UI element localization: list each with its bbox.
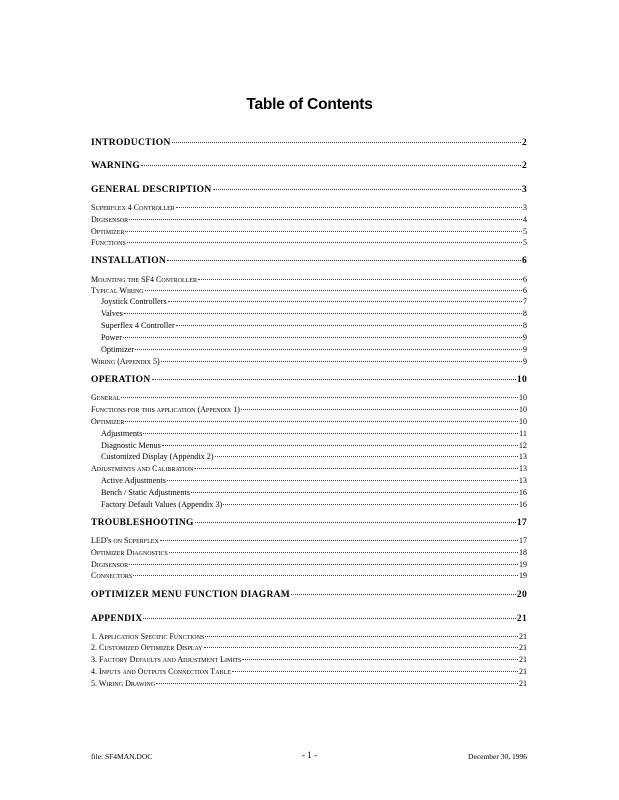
- toc-entry-page: 7: [522, 297, 527, 306]
- toc-dot-leader: [135, 349, 522, 350]
- toc-entry[interactable]: [91, 185, 527, 195]
- toc-entry-page: 9: [522, 345, 527, 354]
- toc-entry-page: 10: [519, 417, 527, 426]
- toc-entry-label: 4. Inputs and Outputs Connection Table: [91, 667, 231, 676]
- toc-entry-label: 5. Wiring Drawing: [91, 679, 156, 688]
- toc-entry-page: 13: [519, 464, 527, 473]
- toc-entry-label: Digisensor: [91, 215, 129, 224]
- toc-entry-page: 21: [519, 679, 527, 688]
- toc-dot-leader: [204, 647, 518, 648]
- toc-entry-page: 8: [522, 309, 527, 318]
- toc-entry-label: Mounting the SF4 Controller: [91, 275, 198, 284]
- toc-dot-leader: [176, 207, 522, 208]
- toc-entry[interactable]: [91, 286, 527, 295]
- toc-entry-label: INSTALLATION: [91, 256, 167, 266]
- toc-dot-leader: [213, 189, 521, 190]
- toc-entry-page: 10: [519, 405, 527, 414]
- toc-entry-page: 19: [519, 571, 527, 580]
- toc-entry[interactable]: [91, 405, 527, 414]
- toc-entry[interactable]: [91, 275, 527, 284]
- toc-entry-label: Factory Default Values (Appendix 3): [101, 500, 223, 509]
- toc-entry[interactable]: [91, 203, 527, 212]
- toc-entry[interactable]: [91, 309, 527, 318]
- toc-dot-leader: [129, 564, 518, 565]
- toc-entry[interactable]: [91, 548, 527, 557]
- toc-entry-label: Active Adjustments: [101, 476, 166, 485]
- toc-dot-leader: [161, 361, 522, 362]
- toc-dot-leader: [156, 683, 518, 684]
- toc-entry-label: Optimizer Diagnostics: [91, 548, 168, 557]
- toc-dot-leader: [121, 397, 518, 398]
- toc-entry-label: 1. Application Specific Functions: [91, 632, 205, 641]
- toc-entry-page: 21: [519, 632, 527, 641]
- toc-entry-label: Optimizer: [91, 417, 125, 426]
- toc-entry[interactable]: [91, 238, 527, 247]
- toc-entry[interactable]: [91, 590, 527, 600]
- toc-entry-page: 21: [519, 643, 527, 652]
- toc-entry-page: 18: [519, 548, 527, 557]
- toc-dot-leader: [195, 522, 516, 523]
- toc-dot-leader: [215, 456, 518, 457]
- toc-entry[interactable]: [91, 138, 527, 148]
- footer-date: December 30, 1996: [468, 752, 527, 761]
- page-title: Table of Contents: [246, 96, 373, 113]
- toc-entry[interactable]: [91, 357, 527, 366]
- toc-dot-leader: [141, 165, 521, 166]
- toc-entry-label: Power: [101, 333, 122, 342]
- footer-page-number: - 1 -: [302, 750, 317, 760]
- toc-dot-leader: [167, 480, 518, 481]
- toc-entry-page: 10: [516, 375, 527, 385]
- toc-entry[interactable]: [91, 632, 527, 641]
- toc-dot-leader: [242, 659, 518, 660]
- toc-entry-page: 5: [523, 227, 527, 236]
- toc-entry-page: 9: [523, 357, 527, 366]
- toc-entry-page: 3: [521, 185, 527, 195]
- toc-entry-page: 13: [518, 452, 527, 461]
- toc-entry[interactable]: [91, 256, 527, 266]
- toc-entry-label: Adjustments: [101, 429, 143, 438]
- footer-file-name: file: SF4MAN.DOC: [91, 752, 153, 761]
- toc-dot-leader: [133, 575, 518, 576]
- toc-dot-leader: [198, 279, 522, 280]
- toc-entry-page: 6: [523, 275, 527, 284]
- toc-entry-label: Digisensor: [91, 560, 129, 569]
- toc-entry-page: 21: [519, 655, 527, 664]
- toc-entry[interactable]: [91, 297, 527, 306]
- toc-entry-page: 2: [521, 138, 527, 148]
- toc-dot-leader: [123, 337, 522, 338]
- toc-dot-leader: [194, 468, 518, 469]
- toc-entry-page: 16: [518, 488, 527, 497]
- toc-entry[interactable]: [91, 452, 527, 461]
- toc-dot-leader: [205, 636, 518, 637]
- toc-entry[interactable]: [91, 614, 527, 624]
- toc-dot-leader: [191, 492, 518, 493]
- toc-entry-label: General: [91, 393, 121, 402]
- toc-entry-label: Functions: [91, 238, 126, 247]
- toc-dot-leader: [125, 231, 522, 232]
- toc-entry-page: 3: [523, 203, 527, 212]
- toc-entry-page: 8: [522, 321, 527, 330]
- toc-dot-leader: [145, 290, 522, 291]
- toc-entry[interactable]: [91, 643, 527, 652]
- toc-entry[interactable]: [91, 488, 527, 497]
- toc-dot-leader: [129, 219, 522, 220]
- toc-dot-leader: [232, 671, 518, 672]
- toc-dot-leader: [162, 445, 518, 446]
- toc-dot-leader: [291, 594, 516, 595]
- toc-entry-page: 4: [523, 215, 527, 224]
- toc-entry-page: 16: [518, 500, 527, 509]
- toc-entry-label: INTRODUCTION: [91, 138, 171, 148]
- toc-entry[interactable]: [91, 321, 527, 330]
- toc-entry[interactable]: [91, 161, 527, 171]
- toc-dot-leader: [152, 379, 516, 380]
- toc-dot-leader: [127, 242, 522, 243]
- toc-entry-label: Superflex 4 Controller: [101, 321, 175, 330]
- toc-entry-label: Valves: [101, 309, 123, 318]
- toc-dot-leader: [143, 433, 518, 434]
- toc-entry[interactable]: [91, 500, 527, 509]
- toc-entry[interactable]: [91, 560, 527, 569]
- toc-entry-label: OPERATION: [91, 375, 151, 385]
- toc-entry-label: Superflex 4 Controller: [91, 203, 175, 212]
- toc-dot-leader: [167, 260, 521, 261]
- toc-dot-leader: [241, 409, 518, 410]
- toc-entry[interactable]: [91, 345, 527, 354]
- toc-dot-leader: [143, 618, 515, 619]
- toc-entry[interactable]: [91, 429, 527, 438]
- toc-dot-leader: [160, 540, 518, 541]
- toc-entry-page: 2: [521, 161, 527, 171]
- toc-dot-leader: [169, 552, 518, 553]
- toc-entry-label: Connectors: [91, 571, 133, 580]
- toc-entry-label: 3. Factory Defaults and Adjustment Limits: [91, 655, 242, 664]
- toc-entry-label: Customized Display (Appendix 2): [101, 452, 214, 461]
- toc-dot-leader: [125, 421, 518, 422]
- toc-dot-leader: [172, 142, 521, 143]
- toc-entry-page: 6: [523, 286, 527, 295]
- toc-entry[interactable]: [91, 518, 527, 528]
- toc-entry-page: 20: [516, 590, 527, 600]
- toc-entry[interactable]: [91, 476, 527, 485]
- toc-entry-label: 2. Customized Optimizer Display: [91, 643, 203, 652]
- toc-entry-page: 13: [518, 476, 527, 485]
- toc-entry[interactable]: [91, 375, 527, 385]
- toc-entry-label: LED's on Superflex: [91, 536, 159, 545]
- toc-entry-label: Optimizer: [91, 227, 125, 236]
- toc-entry-label: Typical Wiring: [91, 286, 144, 295]
- toc-entry-page: 5: [523, 238, 527, 247]
- toc-dot-leader: [176, 325, 522, 326]
- toc-dot-leader: [223, 504, 518, 505]
- toc-entry-page: 12: [518, 441, 527, 450]
- toc-entry-page: 9: [522, 333, 527, 342]
- toc-entry[interactable]: [91, 571, 527, 580]
- toc-entry-label: TROUBLESHOOTING: [91, 518, 194, 528]
- toc-entry[interactable]: [91, 667, 527, 676]
- toc-entry[interactable]: [91, 333, 527, 342]
- toc-entry[interactable]: [91, 393, 527, 402]
- toc-entry-label: APPENDIX: [91, 614, 143, 624]
- toc-entry[interactable]: [91, 417, 527, 426]
- toc-entry-label: Diagnostic Menus: [101, 441, 161, 450]
- toc-entry[interactable]: [91, 215, 527, 224]
- toc-entry-page: 6: [521, 256, 527, 266]
- toc-entry[interactable]: [91, 536, 527, 545]
- toc-entry-label: Adjustments and Calibration: [91, 464, 194, 473]
- toc-entry-label: Functions for this application (Appendix 1): [91, 405, 240, 414]
- toc-entry-page: 21: [516, 614, 527, 624]
- toc-entry[interactable]: [91, 655, 527, 664]
- toc-entry-label: WARNING: [91, 161, 141, 171]
- toc-entry[interactable]: [91, 464, 527, 473]
- toc-dot-leader: [168, 301, 522, 302]
- toc-entry-label: OPTIMIZER MENU FUNCTION DIAGRAM: [91, 590, 291, 600]
- toc-entry-label: GENERAL DESCRIPTION: [91, 185, 212, 195]
- toc-entry[interactable]: [91, 227, 527, 236]
- toc-entry-label: Wiring (Appendix 5): [91, 357, 160, 366]
- toc-dot-leader: [124, 313, 522, 314]
- toc-entry-page: 17: [519, 536, 527, 545]
- toc-entry-page: 17: [516, 518, 527, 528]
- toc-entry-page: 10: [519, 393, 527, 402]
- toc-entry-label: Bench / Static Adjustments: [101, 488, 190, 497]
- toc-entry[interactable]: [91, 679, 527, 688]
- toc-entry-label: Joystick Controllers: [101, 297, 167, 306]
- toc-entry-page: 11: [519, 429, 527, 438]
- toc-entry[interactable]: [91, 441, 527, 450]
- toc-entry-page: 19: [519, 560, 527, 569]
- toc-entry-label: Optimizer: [101, 345, 135, 354]
- toc-entry-page: 21: [519, 667, 527, 676]
